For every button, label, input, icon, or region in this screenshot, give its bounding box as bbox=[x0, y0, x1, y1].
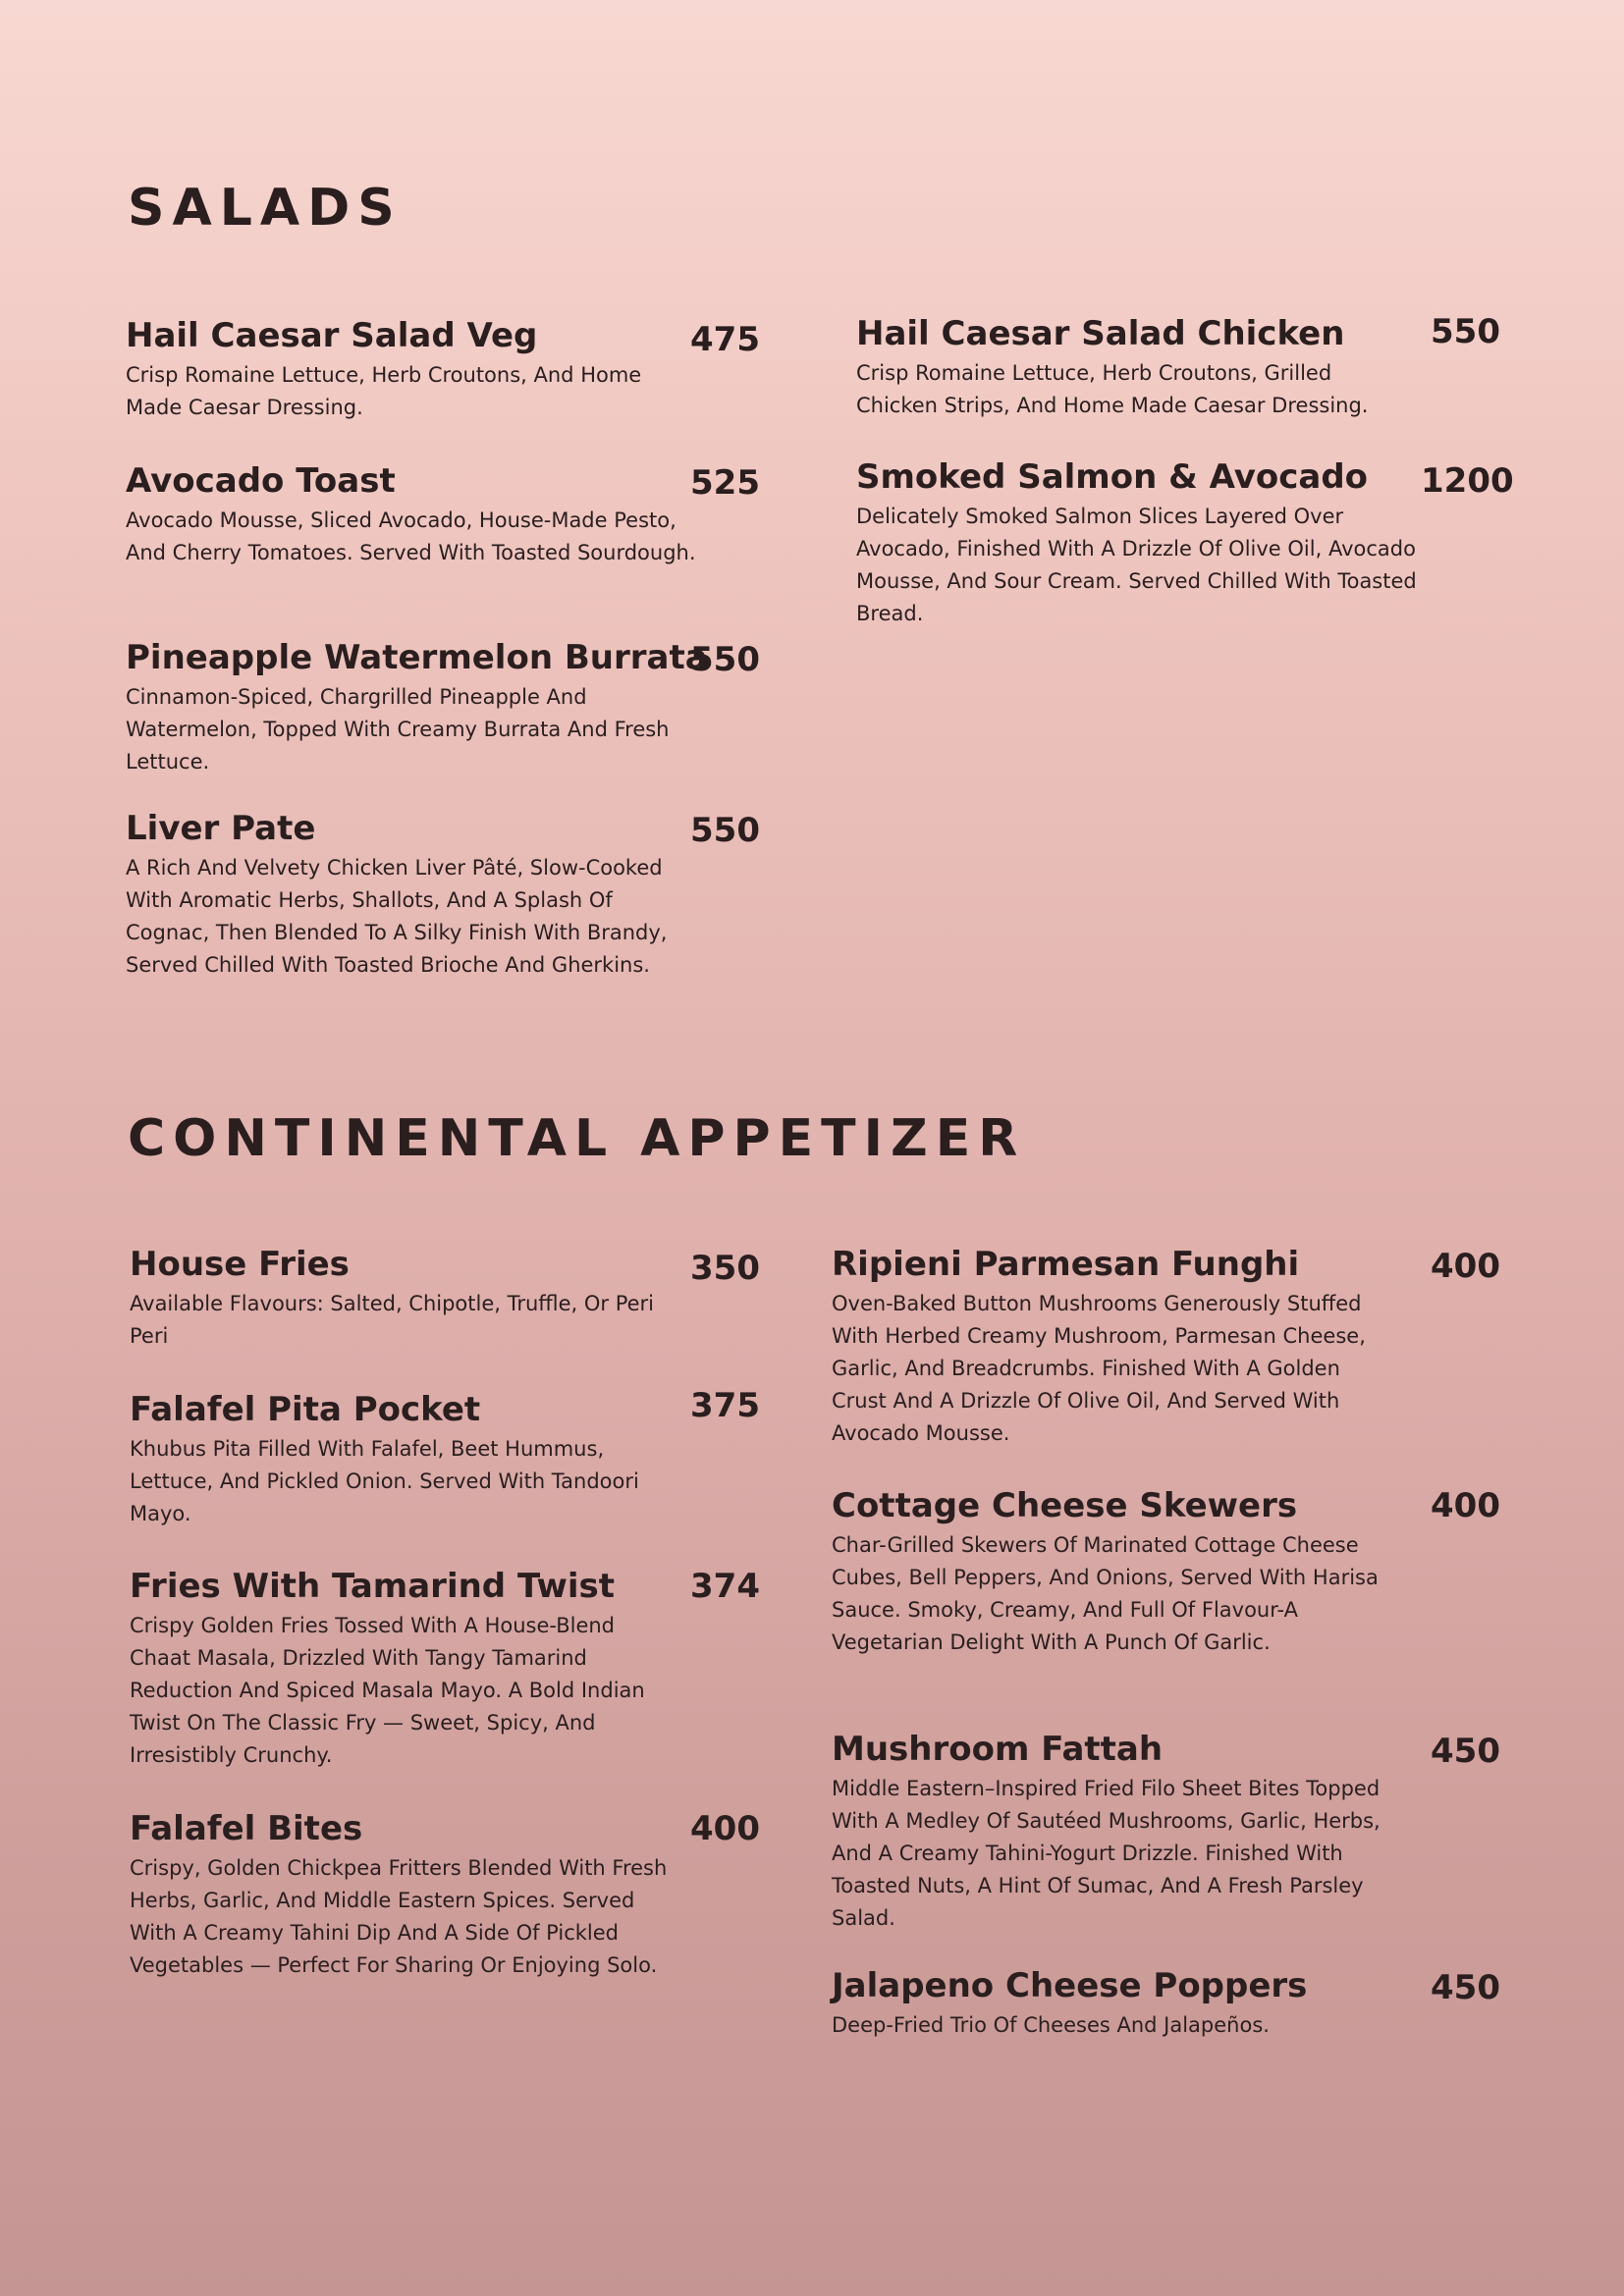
item-price: 400 bbox=[690, 1809, 760, 1848]
item-description: A Rich And Velvety Chicken Liver Pâté, Slow-Cooked With Aromatic Herbs, Shallots, And A Splash Of Cognac, Then Blended To A Silky Finish With Brandy, Served Chilled With Toasted Brioche And Gherkins. bbox=[126, 856, 668, 977]
item-description: Khubus Pita Filled With Falafel, Beet Hummus, Lettuce, And Pickled Onion. Served With Tandoori Mayo. bbox=[130, 1437, 639, 1525]
item-name: Cottage Cheese Skewers bbox=[832, 1486, 1298, 1525]
item-name: Liver Pate bbox=[126, 809, 316, 848]
item-name: Hail Caesar Salad Veg bbox=[126, 316, 538, 355]
item-description: Cinnamon-Spiced, Chargrilled Pineapple And Watermelon, Topped With Creamy Burrata And Fresh Lettuce. bbox=[126, 685, 670, 774]
item-name: Jalapeno Cheese Poppers bbox=[832, 1966, 1308, 2005]
item-name: Pineapple Watermelon Burrata bbox=[126, 638, 708, 677]
item-price: 550 bbox=[690, 811, 760, 850]
item-description: Delicately Smoked Salmon Slices Layered Over Avocado, Finished With A Drizzle Of Olive Oil, Avocado Mousse, And Sour Cream. Served Chilled With Toasted Bread. bbox=[856, 505, 1417, 625]
item-name: Falafel Pita Pocket bbox=[130, 1390, 481, 1429]
item-price: 475 bbox=[690, 320, 760, 359]
item-price: 400 bbox=[1431, 1486, 1500, 1525]
item-description: Char-Grilled Skewers Of Marinated Cottage Cheese Cubes, Bell Peppers, And Onions, Served With Harisa Sauce. Smoky, Creamy, And Full Of Flavour-A Vegetarian Delight With A Punch Of Garlic. bbox=[832, 1533, 1379, 1654]
continental-appetizer-heading: CONTINENTAL APPETIZER bbox=[128, 1109, 1026, 1168]
item-price: 374 bbox=[690, 1567, 760, 1606]
item-description: Available Flavours: Salted, Chipotle, Truffle, Or Peri Peri bbox=[130, 1292, 655, 1348]
item-price: 550 bbox=[1431, 312, 1500, 351]
item-name: Hail Caesar Salad Chicken bbox=[856, 314, 1345, 353]
item-description: Avocado Mousse, Sliced Avocado, House-Made Pesto, And Cherry Tomatoes. Served With Toasted Sourdough. bbox=[126, 508, 696, 564]
item-price: 450 bbox=[1431, 1732, 1500, 1771]
item-price: 525 bbox=[690, 463, 760, 503]
item-description: Crisp Romaine Lettuce, Herb Croutons, Grilled Chicken Strips, And Home Made Caesar Dressing. bbox=[856, 361, 1369, 417]
item-name: Avocado Toast bbox=[126, 461, 396, 501]
item-price: 1200 bbox=[1421, 461, 1514, 501]
item-price: 400 bbox=[1431, 1247, 1500, 1286]
item-name: Fries With Tamarind Twist bbox=[130, 1567, 615, 1606]
item-description: Crisp Romaine Lettuce, Herb Croutons, And Home Made Caesar Dressing. bbox=[126, 363, 642, 419]
item-name: Smoked Salmon & Avocado bbox=[856, 457, 1369, 497]
item-description: Oven-Baked Button Mushrooms Generously Stuffed With Herbed Creamy Mushroom, Parmesan Cheese, Garlic, And Breadcrumbs. Finished With A Golden Crust And A Drizzle Of Olive Oil, And Served With Avocado Mousse. bbox=[832, 1292, 1366, 1445]
item-name: Ripieni Parmesan Funghi bbox=[832, 1245, 1300, 1284]
item-description: Crispy, Golden Chickpea Fritters Blended With Fresh Herbs, Garlic, And Middle Eastern Spices. Served With A Creamy Tahini Dip And A Side Of Pickled Vegetables — Perfect For Sharing Or Enjoying Solo. bbox=[130, 1856, 668, 1977]
salads-heading: SALADS bbox=[128, 179, 403, 238]
item-name: Mushroom Fattah bbox=[832, 1730, 1164, 1769]
item-price: 375 bbox=[690, 1386, 760, 1425]
item-name: Falafel Bites bbox=[130, 1809, 363, 1848]
item-price: 350 bbox=[690, 1249, 760, 1288]
item-price: 550 bbox=[690, 640, 760, 679]
item-description: Deep-Fried Trio Of Cheeses And Jalapeños. bbox=[832, 2013, 1270, 2037]
item-name: House Fries bbox=[130, 1245, 350, 1284]
item-description: Crispy Golden Fries Tossed With A House-Blend Chaat Masala, Drizzled With Tangy Tamarind Reduction And Spiced Masala Mayo. A Bold Indian Twist On The Classic Fry — Sweet, Spicy, And Irresistibly Crunchy. bbox=[130, 1614, 645, 1767]
item-price: 450 bbox=[1431, 1968, 1500, 2007]
item-description: Middle Eastern–Inspired Fried Filo Sheet Bites Topped With A Medley Of Sautéed Mushrooms, Garlic, Herbs, And A Creamy Tahini-Yogurt Drizzle. Finished With Toasted Nuts, A Hint Of Sumac, And A Fresh Parsley Salad. bbox=[832, 1777, 1380, 1930]
